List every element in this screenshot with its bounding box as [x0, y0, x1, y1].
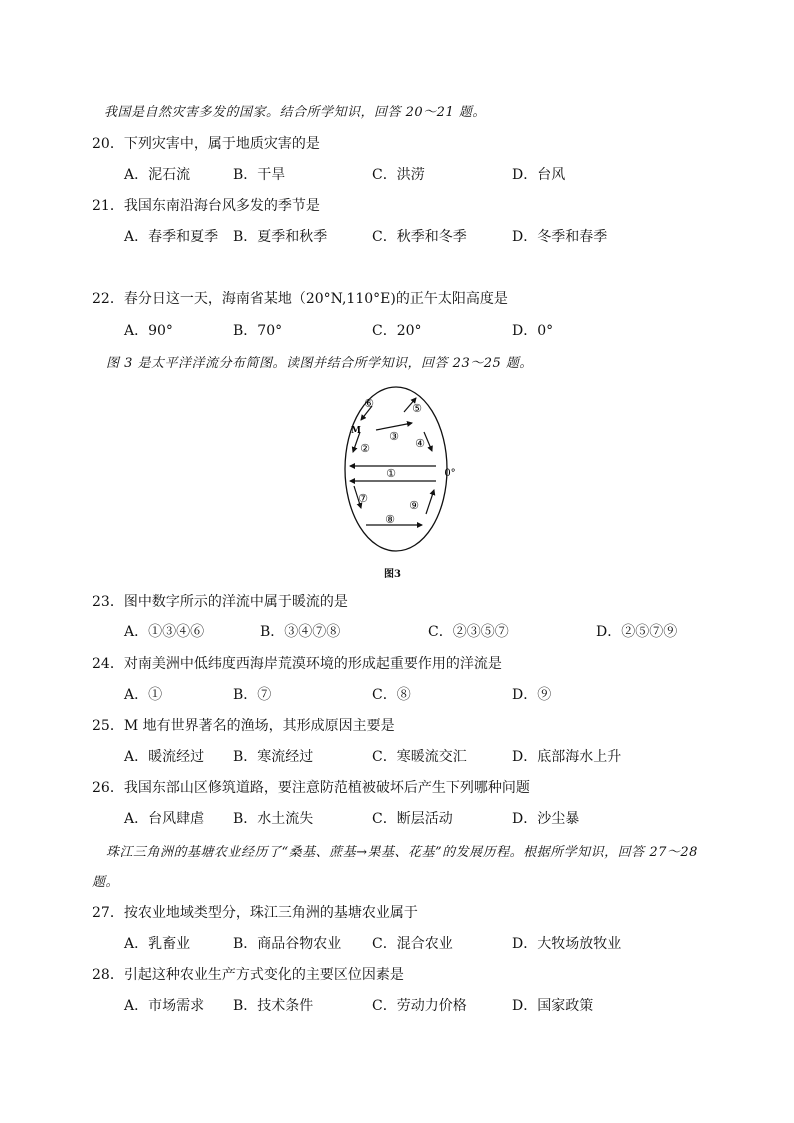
question-20-option-a: A．泥石流: [124, 167, 191, 183]
reading-intro-27-28-line2: 题。: [92, 875, 120, 890]
question-22-option-d: D．0°: [512, 323, 554, 339]
point-m-label: M: [351, 426, 361, 436]
current-label-5: ⑤: [412, 402, 422, 415]
question-24-option-c: C．⑧: [372, 687, 411, 703]
question-27-stem: 27．按农业地域类型分，珠江三角洲的基塘农业属于: [92, 905, 418, 921]
question-20-stem: 20．下列灾害中，属于地质灾害的是: [92, 136, 320, 152]
ocean-outline: [345, 387, 447, 551]
question-23-option-a: A．①③④⑥: [124, 624, 205, 640]
current-arrow-9: [426, 490, 434, 514]
question-24-stem: 24．对南美洲中低纬度西海岸荒漠环境的形成起重要作用的洋流是: [92, 656, 502, 672]
current-label-9: ⑨: [409, 499, 419, 512]
question-21-option-d: D．冬季和春季: [512, 229, 608, 245]
question-26-option-a: A．台风肆虐: [124, 811, 205, 827]
question-27-option-d: D．大牧场放牧业: [512, 936, 622, 952]
question-20-option-c: C．洪涝: [372, 167, 425, 183]
reading-intro-23-25: 图 3 是太平洋洋流分布简图。读图并结合所学知识，回答 23～25 题。: [106, 356, 533, 371]
question-27-option-a: A．乳畜业: [124, 936, 191, 952]
question-22-option-b: B．70°: [233, 323, 283, 339]
question-23-option-b: B．③④⑦⑧: [260, 624, 341, 640]
question-25-option-d: D．底部海水上升: [512, 749, 622, 765]
question-23-stem: 23．图中数字所示的洋流中属于暖流的是: [92, 594, 348, 610]
equator-label: 0°: [444, 468, 456, 479]
question-26-stem: 26．我国东部山区修筑道路，要注意防范植被破坏后产生下列哪种问题: [92, 780, 530, 796]
current-label-8: ⑧: [385, 513, 395, 526]
question-23-option-d: D．②⑤⑦⑨: [596, 624, 678, 640]
reading-intro-27-28-line1: 珠江三角洲的基塘农业经历了“桑基、蔗基→果基、花基”的发展历程。根据所学知识，回答 27～28: [106, 845, 698, 860]
question-24-option-d: D．⑨: [512, 687, 552, 703]
question-26-option-b: B．水土流失: [233, 811, 314, 827]
question-22-option-a: A．90°: [124, 323, 173, 339]
question-25-option-b: B．寒流经过: [233, 749, 314, 765]
question-21-option-a: A．春季和夏季: [124, 229, 219, 245]
question-23-option-c: C．②③⑤⑦: [428, 624, 509, 640]
question-22-stem: 22．春分日这一天，海南省某地（20°N,110°E)的正午太阳高度是: [92, 291, 508, 307]
question-21-option-c: C．秋季和冬季: [372, 229, 467, 245]
question-21-stem: 21．我国东南沿海台风多发的季节是: [92, 198, 320, 214]
current-label-1: ①: [386, 467, 396, 480]
pacific-ocean-currents-figure: [336, 384, 466, 554]
current-label-7: ⑦: [358, 492, 368, 505]
current-arrow-3: [376, 423, 412, 430]
question-25-option-a: A．暖流经过: [124, 749, 205, 765]
current-label-3: ③: [389, 430, 399, 443]
reading-intro-20-21: 我国是自然灾害多发的国家。结合所学知识，回答 20～21 题。: [104, 105, 486, 120]
question-21-option-b: B．夏季和秋季: [233, 229, 328, 245]
question-22-option-c: C．20°: [372, 323, 422, 339]
question-24-option-b: B．⑦: [233, 687, 272, 703]
question-28-stem: 28．引起这种农业生产方式变化的主要区位因素是: [92, 967, 404, 983]
question-20-option-d: D．台风: [512, 167, 566, 183]
question-25-option-c: C．寒暖流交汇: [372, 749, 467, 765]
question-28-option-a: A．市场需求: [124, 998, 205, 1014]
question-28-option-d: D．国家政策: [512, 998, 594, 1014]
current-label-4: ④: [415, 437, 425, 450]
current-label-2: ②: [360, 442, 370, 455]
current-label-6: ⑥: [364, 397, 374, 410]
question-27-option-c: C．混合农业: [372, 936, 453, 952]
figure-caption: 图3: [384, 569, 401, 580]
current-arrow-4: [424, 432, 432, 451]
question-28-option-b: B．技术条件: [233, 998, 314, 1014]
question-27-option-b: B．商品谷物农业: [233, 936, 342, 952]
question-26-option-d: D．沙尘暴: [512, 811, 580, 827]
question-24-option-a: A．①: [124, 687, 163, 703]
question-28-option-c: C．劳动力价格: [372, 998, 467, 1014]
question-25-stem: 25．M 地有世界著名的渔场，其形成原因主要是: [92, 718, 395, 734]
question-20-option-b: B．干旱: [233, 167, 286, 183]
question-26-option-c: C．断层活动: [372, 811, 453, 827]
